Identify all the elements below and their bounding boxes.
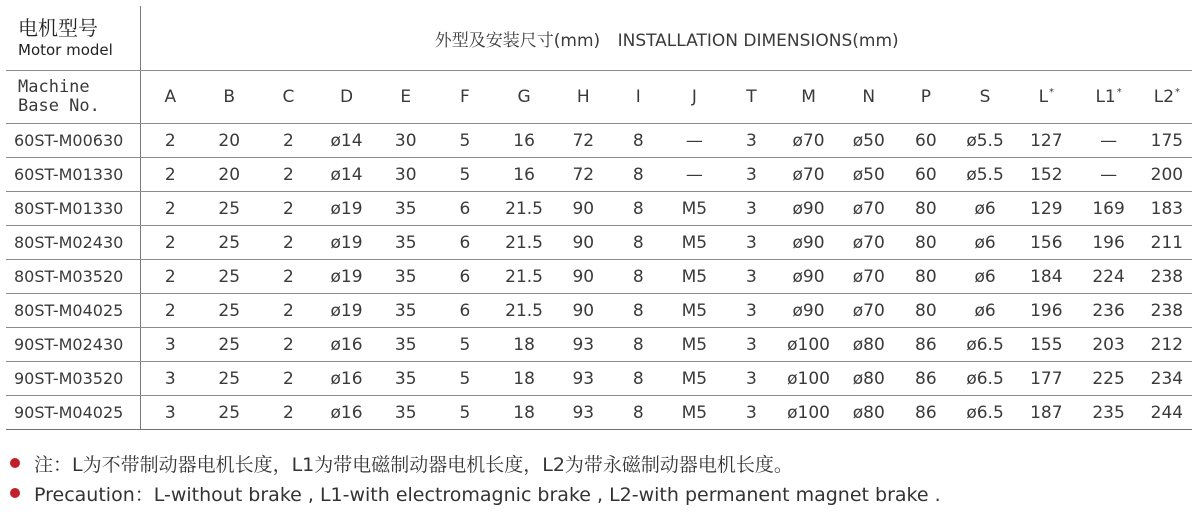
value-cell-b: 25	[199, 328, 259, 362]
value-cell-t: 3	[724, 158, 778, 192]
column-header-m	[778, 71, 838, 124]
value-cell-s: ø6.5	[953, 362, 1017, 396]
column-header-c	[259, 71, 317, 124]
table-row	[6, 328, 1192, 362]
value-cell-d: ø19	[317, 260, 375, 294]
column-mark: *	[1116, 87, 1122, 99]
value-cell-d: ø16	[317, 396, 375, 430]
value-cell-c: 2	[259, 158, 317, 192]
value-cell-m: ø100	[778, 328, 838, 362]
table-title-row	[6, 6, 1192, 71]
model-cell: 80ST-M03520	[6, 260, 141, 294]
value-cell-g: 21.5	[494, 294, 554, 328]
value-cell-m: ø70	[778, 158, 838, 192]
value-cell-a: 3	[141, 328, 199, 362]
value-cell-l1: 196	[1075, 226, 1141, 260]
value-cell-l1: 235	[1075, 396, 1141, 430]
value-cell-b: 25	[199, 294, 259, 328]
value-cell-t: 3	[724, 294, 778, 328]
value-cell-i: 8	[612, 226, 664, 260]
value-cell-b: 20	[199, 158, 259, 192]
column-header-label: I	[635, 87, 641, 107]
table-row	[6, 362, 1192, 396]
value-cell-d: ø16	[317, 328, 375, 362]
value-cell-t: 3	[724, 362, 778, 396]
value-cell-j: M5	[664, 328, 724, 362]
column-header-p	[899, 71, 953, 124]
value-cell-c: 2	[259, 226, 317, 260]
value-cell-a: 3	[141, 362, 199, 396]
value-cell-e: 35	[376, 294, 436, 328]
value-cell-a: 2	[141, 260, 199, 294]
value-cell-a: 2	[141, 124, 199, 158]
value-cell-s: ø5.5	[953, 158, 1017, 192]
value-cell-p: 80	[899, 192, 953, 226]
value-cell-i: 8	[612, 192, 664, 226]
value-cell-n: ø70	[839, 226, 899, 260]
value-cell-s: ø6	[953, 226, 1017, 260]
value-cell-m: ø90	[778, 192, 838, 226]
note-cn-text: 注：L为不带制动器电机长度，L1为带电磁制动器电机长度，L2为带永磁制动器电机长度。	[34, 453, 793, 476]
value-cell-c: 2	[259, 362, 317, 396]
column-header-a	[141, 71, 199, 124]
value-cell-n: ø70	[839, 192, 899, 226]
value-cell-s: ø6.5	[953, 328, 1017, 362]
column-header-label: C	[282, 87, 295, 107]
value-cell-a: 2	[141, 294, 199, 328]
value-cell-j: M5	[664, 226, 724, 260]
value-cell-l: 129	[1017, 192, 1075, 226]
value-cell-e: 35	[376, 226, 436, 260]
value-cell-g: 18	[494, 328, 554, 362]
value-cell-a: 3	[141, 396, 199, 430]
column-header-label: E	[400, 87, 412, 107]
note-cn	[10, 448, 941, 478]
value-cell-n: ø50	[839, 124, 899, 158]
value-cell-l2: 175	[1142, 124, 1192, 158]
table-row	[6, 192, 1192, 226]
value-cell-i: 8	[612, 396, 664, 430]
value-cell-l2: 238	[1142, 260, 1192, 294]
value-cell-n: ø80	[839, 396, 899, 430]
value-cell-i: 8	[612, 362, 664, 396]
value-cell-b: 25	[199, 226, 259, 260]
value-cell-l2: 212	[1142, 328, 1192, 362]
value-cell-g: 21.5	[494, 260, 554, 294]
model-cell: 60ST-M00630	[6, 124, 141, 158]
machine-base-line2: Base No.	[18, 96, 100, 116]
column-header-d	[317, 71, 375, 124]
column-mark: *	[1049, 87, 1055, 99]
value-cell-p: 86	[899, 362, 953, 396]
value-cell-e: 35	[376, 328, 436, 362]
value-cell-p: 60	[899, 158, 953, 192]
motor-model-cn: 电机型号	[18, 16, 98, 40]
model-cell: 90ST-M02430	[6, 328, 141, 362]
table-body	[6, 124, 1192, 430]
column-mark: *	[1175, 87, 1181, 99]
value-cell-p: 80	[899, 294, 953, 328]
value-cell-m: ø90	[778, 294, 838, 328]
value-cell-i: 8	[612, 260, 664, 294]
value-cell-l2: 183	[1142, 192, 1192, 226]
value-cell-l: 184	[1017, 260, 1075, 294]
value-cell-j: M5	[664, 260, 724, 294]
value-cell-m: ø100	[778, 396, 838, 430]
value-cell-d: ø19	[317, 192, 375, 226]
value-cell-l1: —	[1075, 124, 1141, 158]
value-cell-s: ø6.5	[953, 396, 1017, 430]
table-row	[6, 158, 1192, 192]
value-cell-i: 8	[612, 158, 664, 192]
notes	[10, 448, 941, 508]
dimensions-table	[6, 6, 1192, 430]
value-cell-a: 2	[141, 192, 199, 226]
column-header-label: H	[576, 87, 590, 107]
value-cell-t: 3	[724, 192, 778, 226]
value-cell-h: 90	[554, 226, 612, 260]
model-cell: 80ST-M04025	[6, 294, 141, 328]
value-cell-j: M5	[664, 396, 724, 430]
value-cell-b: 25	[199, 396, 259, 430]
value-cell-t: 3	[724, 260, 778, 294]
value-cell-l: 155	[1017, 328, 1075, 362]
column-header-l1	[1075, 71, 1141, 124]
value-cell-h: 93	[554, 396, 612, 430]
value-cell-i: 8	[612, 124, 664, 158]
value-cell-b: 25	[199, 260, 259, 294]
dimensions-title-en: INSTALLATION DIMENSIONS(mm)	[617, 30, 899, 51]
model-cell: 80ST-M02430	[6, 226, 141, 260]
table-row	[6, 396, 1192, 430]
value-cell-b: 20	[199, 124, 259, 158]
value-cell-g: 18	[494, 362, 554, 396]
value-cell-d: ø16	[317, 362, 375, 396]
value-cell-g: 21.5	[494, 192, 554, 226]
model-cell: 90ST-M03520	[6, 362, 141, 396]
value-cell-s: ø5.5	[953, 124, 1017, 158]
value-cell-l2: 238	[1142, 294, 1192, 328]
value-cell-h: 90	[554, 192, 612, 226]
value-cell-f: 5	[436, 362, 494, 396]
value-cell-g: 16	[494, 158, 554, 192]
motor-model-header	[6, 6, 141, 71]
value-cell-e: 35	[376, 362, 436, 396]
value-cell-m: ø90	[778, 226, 838, 260]
value-cell-l1: 224	[1075, 260, 1141, 294]
table-row	[6, 260, 1192, 294]
value-cell-e: 30	[376, 158, 436, 192]
value-cell-m: ø100	[778, 362, 838, 396]
value-cell-d: ø19	[317, 294, 375, 328]
value-cell-p: 80	[899, 226, 953, 260]
red-bullet-icon	[10, 458, 20, 468]
column-header-label: T	[746, 87, 757, 107]
value-cell-l1: 225	[1075, 362, 1141, 396]
value-cell-h: 72	[554, 158, 612, 192]
value-cell-m: ø70	[778, 124, 838, 158]
column-header-label: J	[691, 87, 697, 107]
column-header-label: M	[801, 87, 816, 107]
column-header-label: L2	[1153, 87, 1175, 107]
column-header-i	[612, 71, 664, 124]
value-cell-d: ø14	[317, 124, 375, 158]
value-cell-l: 127	[1017, 124, 1075, 158]
value-cell-g: 16	[494, 124, 554, 158]
column-header-label: B	[223, 87, 236, 107]
value-cell-i: 8	[612, 294, 664, 328]
machine-base-line1: Machine	[18, 77, 90, 97]
column-header-l	[1017, 71, 1075, 124]
value-cell-t: 3	[724, 124, 778, 158]
value-cell-l1: 236	[1075, 294, 1141, 328]
value-cell-e: 30	[376, 124, 436, 158]
note-en-text: Precaution：L-without brake , L1-with electromagnic brake , L2-with permanent magnet brake .	[34, 483, 941, 506]
value-cell-l2: 211	[1142, 226, 1192, 260]
column-header-s	[953, 71, 1017, 124]
value-cell-e: 35	[376, 192, 436, 226]
value-cell-l: 152	[1017, 158, 1075, 192]
value-cell-l: 156	[1017, 226, 1075, 260]
dimensions-title-cn: 外型及安装尺寸(mm)	[434, 30, 601, 51]
value-cell-s: ø6	[953, 294, 1017, 328]
value-cell-d: ø19	[317, 226, 375, 260]
column-header-e	[376, 71, 436, 124]
column-header-f	[436, 71, 494, 124]
table-row	[6, 294, 1192, 328]
column-header-label: L1	[1095, 87, 1116, 107]
value-cell-l2: 200	[1142, 158, 1192, 192]
column-header-label: S	[979, 87, 991, 107]
machine-base-header	[6, 71, 141, 124]
value-cell-b: 25	[199, 192, 259, 226]
column-header-b	[199, 71, 259, 124]
column-header-t	[724, 71, 778, 124]
table-row	[6, 226, 1192, 260]
column-header-l2	[1142, 71, 1192, 124]
value-cell-n: ø70	[839, 260, 899, 294]
value-cell-f: 6	[436, 226, 494, 260]
column-header-label: G	[517, 87, 531, 107]
value-cell-j: M5	[664, 294, 724, 328]
value-cell-t: 3	[724, 328, 778, 362]
value-cell-l: 196	[1017, 294, 1075, 328]
column-header-row	[6, 71, 1192, 124]
value-cell-c: 2	[259, 328, 317, 362]
value-cell-l1: 169	[1075, 192, 1141, 226]
motor-model-en: Motor model	[18, 41, 113, 59]
table-row	[6, 124, 1192, 158]
value-cell-c: 2	[259, 260, 317, 294]
value-cell-i: 8	[612, 328, 664, 362]
value-cell-n: ø80	[839, 362, 899, 396]
value-cell-n: ø50	[839, 158, 899, 192]
value-cell-g: 18	[494, 396, 554, 430]
value-cell-j: M5	[664, 362, 724, 396]
value-cell-l: 187	[1017, 396, 1075, 430]
value-cell-g: 21.5	[494, 226, 554, 260]
value-cell-h: 90	[554, 260, 612, 294]
value-cell-j: —	[664, 158, 724, 192]
value-cell-f: 5	[436, 396, 494, 430]
model-cell: 90ST-M04025	[6, 396, 141, 430]
value-cell-j: M5	[664, 192, 724, 226]
value-cell-p: 60	[899, 124, 953, 158]
value-cell-l: 177	[1017, 362, 1075, 396]
value-cell-b: 25	[199, 362, 259, 396]
value-cell-e: 35	[376, 396, 436, 430]
dimensions-title	[141, 6, 1192, 71]
column-header-label: P	[920, 87, 931, 107]
value-cell-p: 86	[899, 396, 953, 430]
model-cell: 80ST-M01330	[6, 192, 141, 226]
column-header-label: N	[862, 87, 876, 107]
value-cell-n: ø80	[839, 328, 899, 362]
model-cell: 60ST-M01330	[6, 158, 141, 192]
value-cell-a: 2	[141, 158, 199, 192]
value-cell-h: 93	[554, 362, 612, 396]
value-cell-a: 2	[141, 226, 199, 260]
value-cell-f: 5	[436, 158, 494, 192]
value-cell-f: 6	[436, 192, 494, 226]
column-header-label: F	[460, 87, 470, 107]
value-cell-l2: 234	[1142, 362, 1192, 396]
value-cell-t: 3	[724, 226, 778, 260]
column-header-n	[839, 71, 899, 124]
value-cell-c: 2	[259, 192, 317, 226]
value-cell-l1: 203	[1075, 328, 1141, 362]
value-cell-j: —	[664, 124, 724, 158]
value-cell-h: 93	[554, 328, 612, 362]
value-cell-f: 5	[436, 328, 494, 362]
column-header-j	[664, 71, 724, 124]
value-cell-d: ø14	[317, 158, 375, 192]
column-header-label: L	[1038, 87, 1049, 107]
value-cell-m: ø90	[778, 260, 838, 294]
column-header-label: A	[164, 87, 177, 107]
column-header-g	[494, 71, 554, 124]
note-en	[10, 478, 941, 508]
value-cell-c: 2	[259, 396, 317, 430]
value-cell-n: ø70	[839, 294, 899, 328]
value-cell-c: 2	[259, 124, 317, 158]
value-cell-p: 86	[899, 328, 953, 362]
red-bullet-icon	[10, 488, 20, 498]
value-cell-l1: —	[1075, 158, 1141, 192]
column-header-label: D	[339, 87, 354, 107]
value-cell-s: ø6	[953, 260, 1017, 294]
value-cell-h: 90	[554, 294, 612, 328]
value-cell-f: 6	[436, 294, 494, 328]
value-cell-f: 6	[436, 260, 494, 294]
value-cell-h: 72	[554, 124, 612, 158]
value-cell-p: 80	[899, 260, 953, 294]
value-cell-e: 35	[376, 260, 436, 294]
value-cell-f: 5	[436, 124, 494, 158]
value-cell-s: ø6	[953, 192, 1017, 226]
value-cell-t: 3	[724, 396, 778, 430]
column-header-h	[554, 71, 612, 124]
value-cell-c: 2	[259, 294, 317, 328]
value-cell-l2: 244	[1142, 396, 1192, 430]
